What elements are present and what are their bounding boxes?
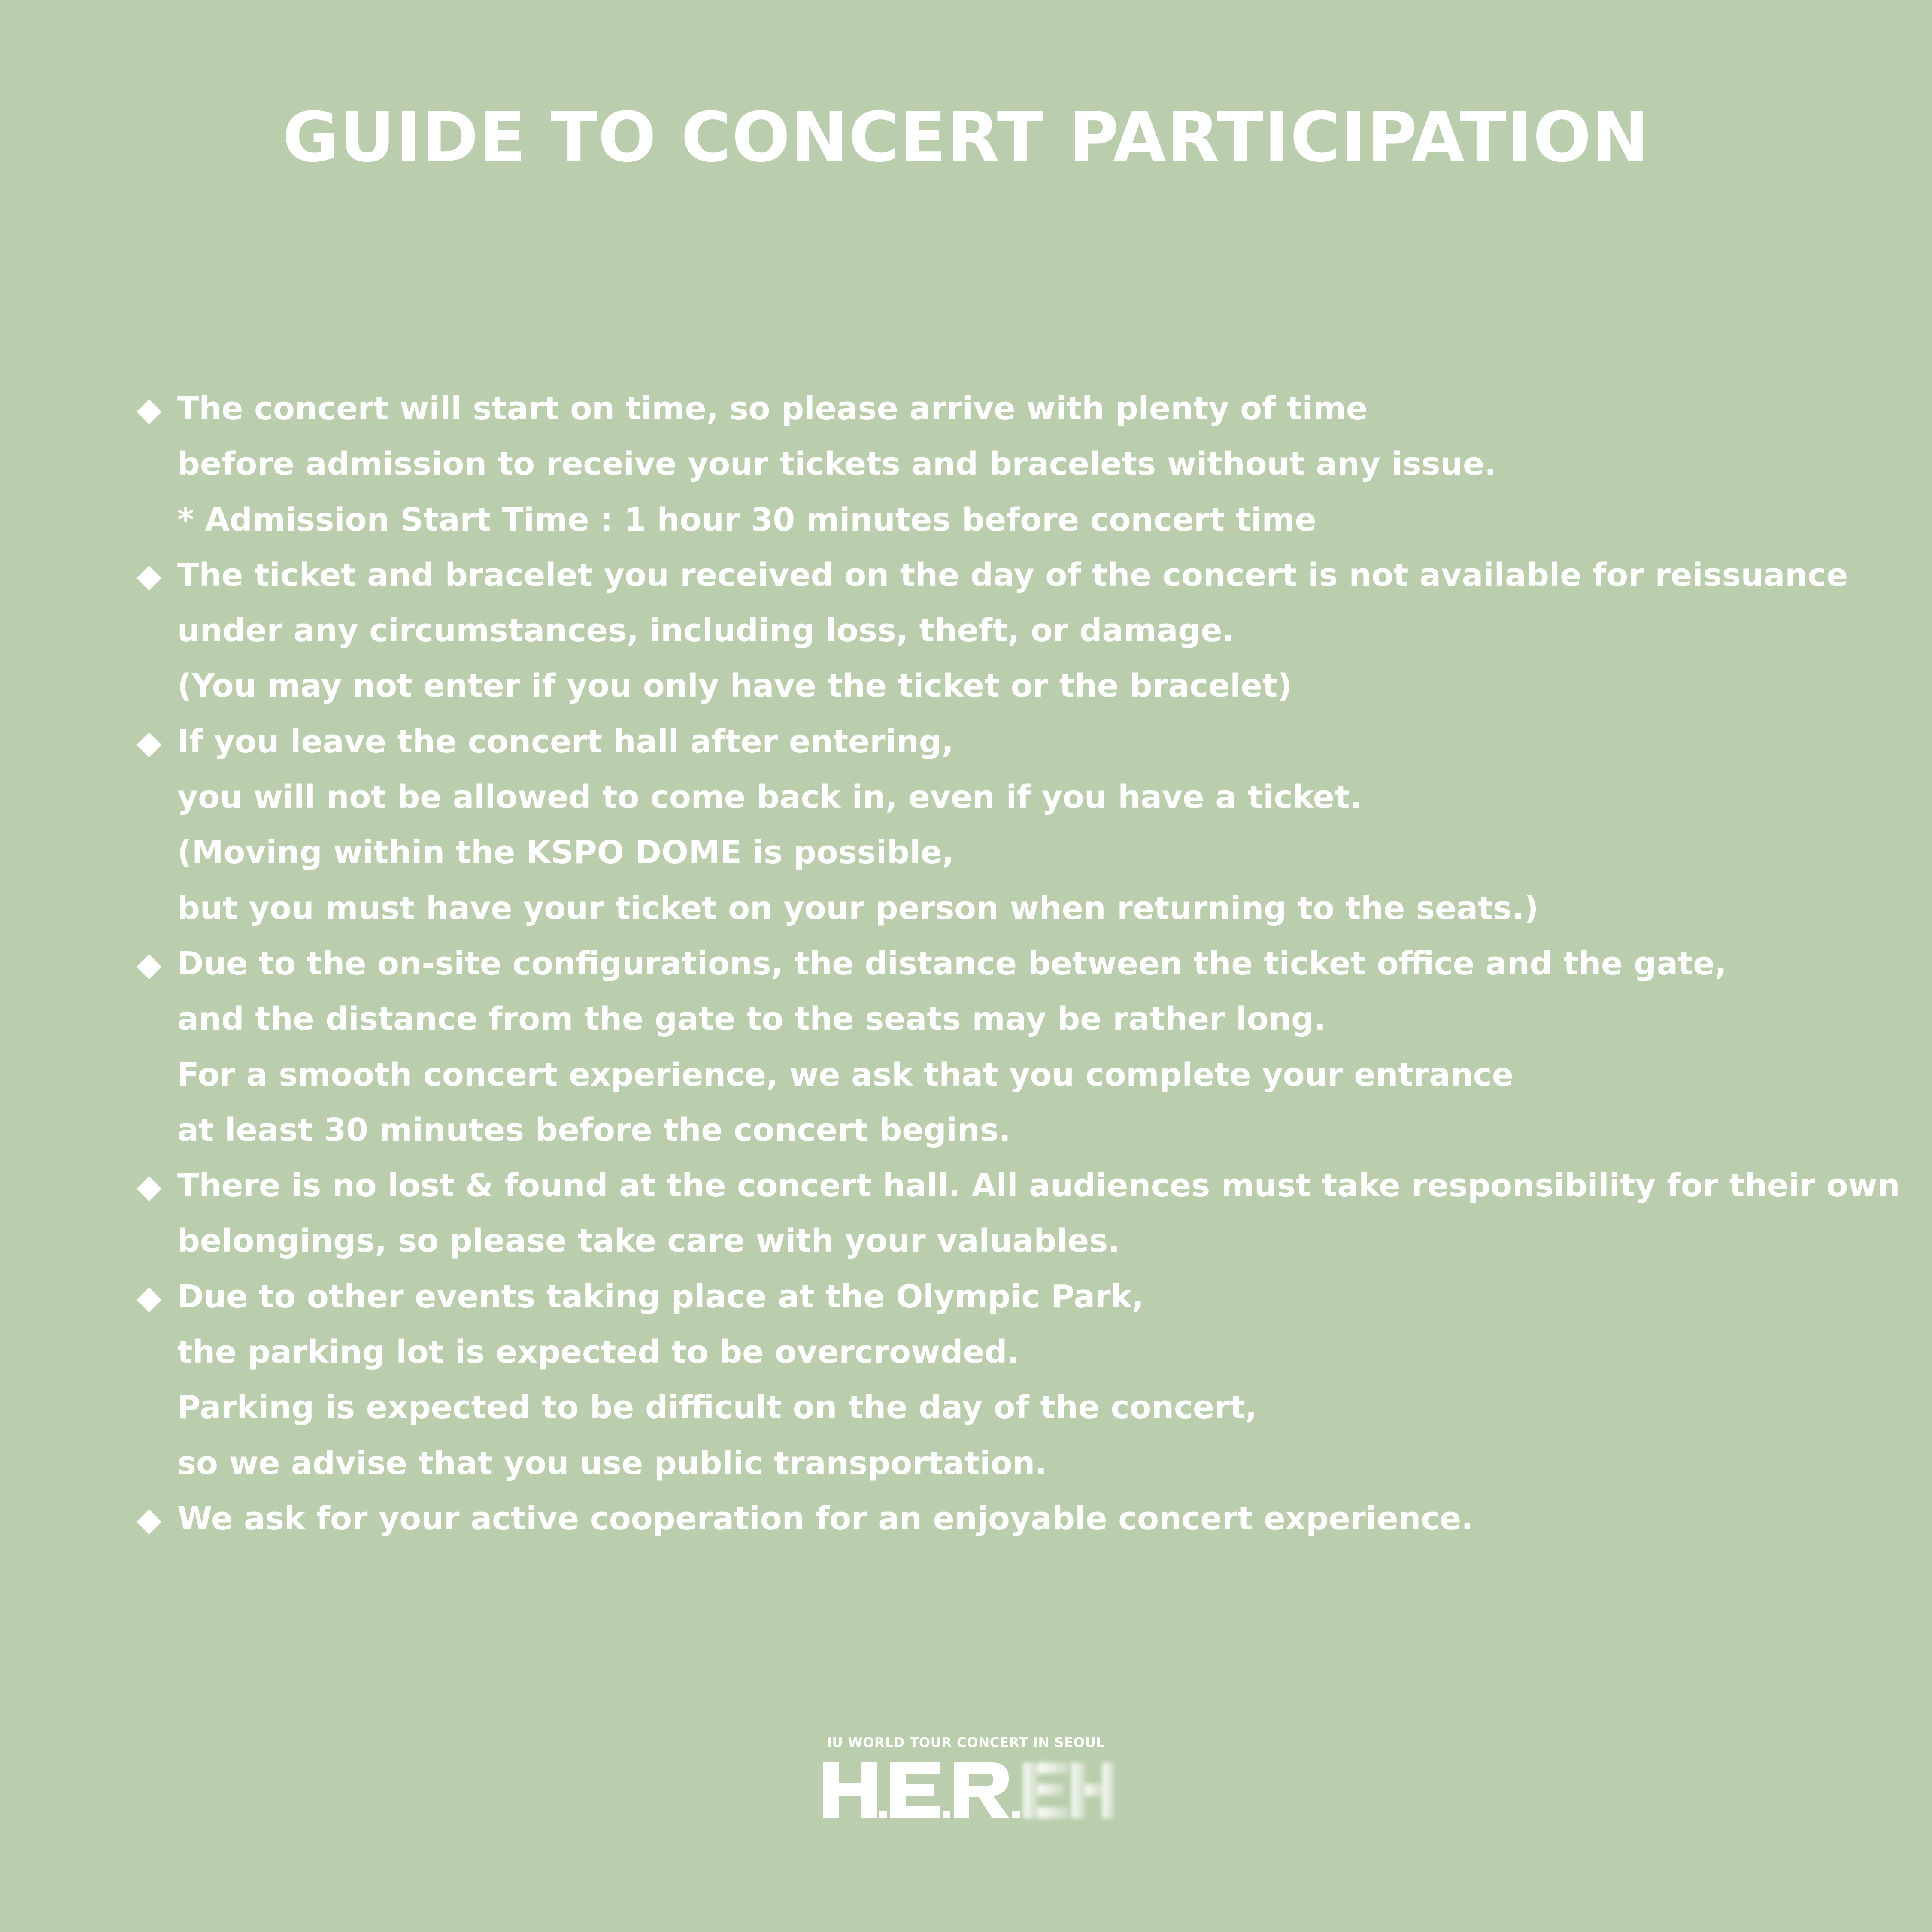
guide-item: [135, 548, 1903, 714]
guide-item: [135, 714, 1903, 936]
guide-line: There is no lost & found at the concert hall. All audiences must take responsibility for their own: [177, 1167, 1900, 1204]
guide-line: * Admission Start Time : 1 hour 30 minutes before concert time: [177, 501, 1316, 538]
guide-line: The ticket and bracelet you received on the day of the concert is not available for reissuance: [177, 556, 1848, 594]
guide-line: at least 30 minutes before the concert begins.: [177, 1111, 1011, 1149]
guide-line: but you must have your ticket on your person when returning to the seats.): [177, 889, 1539, 927]
diamond-bullet-icon: ◆: [136, 556, 162, 594]
guide-line: For a smooth concert experience, we ask that you complete your entrance: [177, 1056, 1513, 1093]
tour-label: IU WORLD TOUR CONCERT IN SEOUL: [827, 1735, 1105, 1750]
guide-line: We ask for your active cooperation for an enjoyable concert experience.: [177, 1500, 1474, 1537]
guide-line: you will not be allowed to come back in, even if you have a ticket.: [177, 779, 1362, 816]
hereh-logo: [816, 1754, 1116, 1827]
page-title: GUIDE TO CONCERT PARTICIPATION: [282, 97, 1650, 177]
guide-line: Due to other events taking place at the Olympic Park,: [177, 1278, 1144, 1315]
guide-line: so we advise that you use public transportation.: [177, 1444, 1047, 1482]
guide-line: The concert will start on time, so please arrive with plenty of time: [177, 390, 1368, 427]
guide-line: Due to the on-site configurations, the distance between the ticket office and the gate,: [177, 945, 1727, 982]
diamond-bullet-icon: ◆: [136, 1167, 162, 1205]
guide-list: [135, 381, 1903, 1547]
diamond-bullet-icon: ◆: [136, 1277, 162, 1316]
diamond-bullet-icon: ◆: [136, 1499, 162, 1538]
tour-footer: [816, 1734, 1116, 1827]
guide-item: [135, 1158, 1903, 1269]
guide-line: (Moving within the KSPO DOME is possible,: [177, 834, 954, 871]
guide-line: the parking lot is expected to be overcrowded.: [177, 1334, 1019, 1371]
guide-line: and the distance from the gate to the seats may be rather long.: [177, 1001, 1326, 1038]
guide-line: under any circumstances, including loss, theft, or damage.: [177, 612, 1234, 649]
diamond-bullet-icon: ◆: [136, 390, 162, 428]
guide-item: [135, 1491, 1903, 1547]
hereh-logo-graphic: [816, 1754, 1116, 1827]
diamond-bullet-icon: ◆: [136, 944, 162, 983]
guide-line: before admission to receive your tickets and bracelets without any issue.: [177, 446, 1497, 483]
guide-line: belongings, so please take care with your valuables.: [177, 1222, 1120, 1260]
guide-line: If you leave the concert hall after entering,: [177, 723, 954, 760]
guide-item: [135, 1269, 1903, 1491]
guide-line: Parking is expected to be difficult on the day of the concert,: [177, 1389, 1258, 1426]
diamond-bullet-icon: ◆: [136, 722, 162, 761]
guide-item: [135, 936, 1903, 1158]
guide-line: (You may not enter if you only have the ticket or the bracelet): [177, 667, 1292, 705]
guide-item: [135, 381, 1903, 548]
